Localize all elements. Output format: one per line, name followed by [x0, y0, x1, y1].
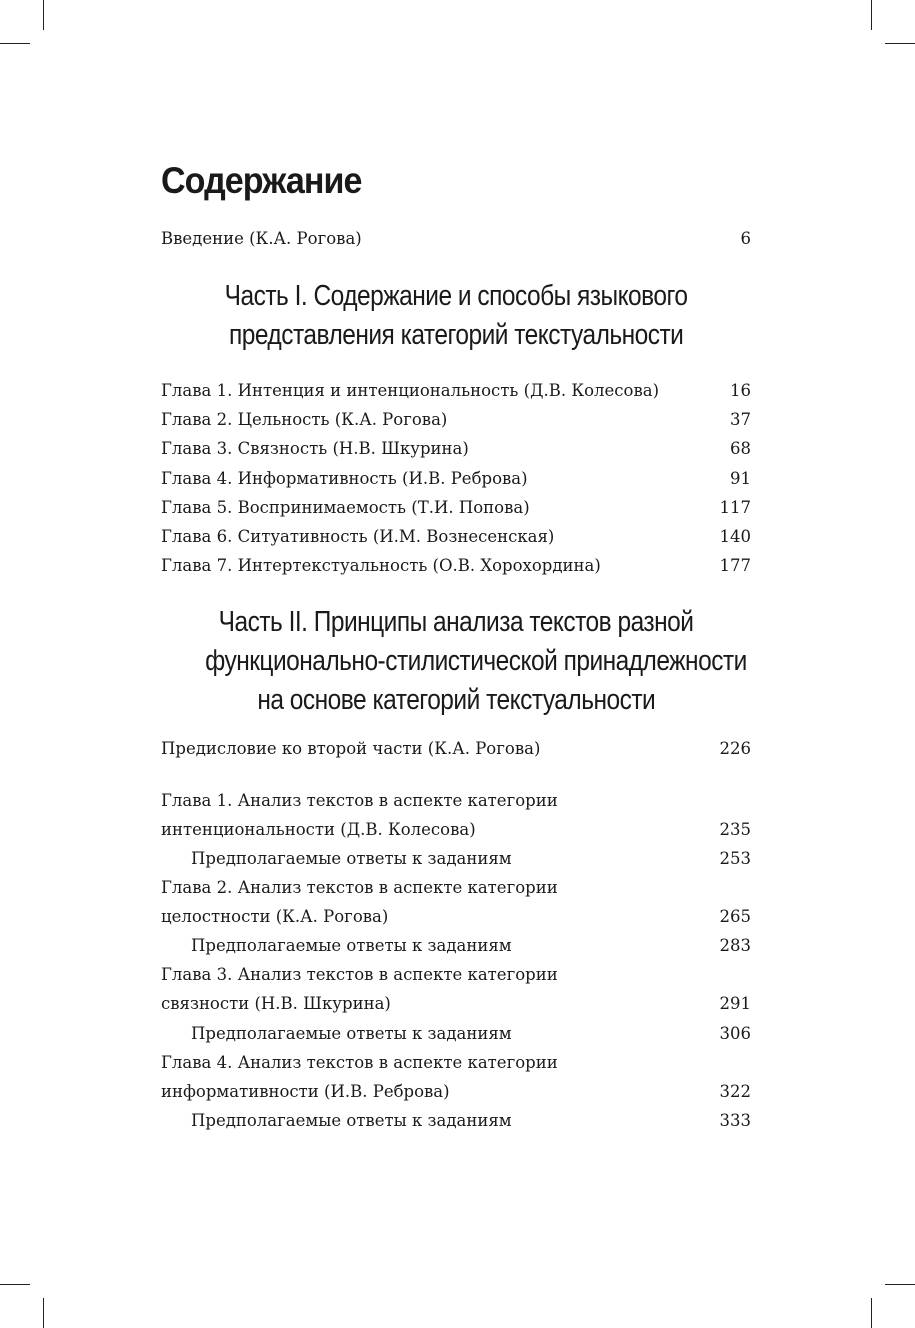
- toc-entry-page: 37: [730, 410, 751, 429]
- toc-entry-page: 6: [740, 229, 751, 248]
- toc-entry-page: 140: [719, 527, 751, 546]
- toc-entry-text: Предисловие ко второй части (К.А. Рогова): [161, 739, 541, 758]
- toc-entry-text: Предполагаемые ответы к заданиям: [191, 936, 512, 955]
- toc-entry[interactable]: [161, 526, 751, 548]
- toc-entry[interactable]: [161, 380, 751, 402]
- toc-entry-page: 333: [719, 1111, 751, 1130]
- part-2-title-line: на основе категорий текстуальности: [257, 684, 655, 716]
- toc-entry-page: 253: [719, 849, 751, 868]
- toc-entry-page: 117: [719, 498, 751, 517]
- toc-entry-text: Глава 1. Анализ текстов в аспекте категории: [161, 791, 558, 810]
- toc-entry-intro[interactable]: [161, 228, 751, 250]
- toc-entry-text: Глава 7. Интертекстуальность (О.В. Хорохордина): [161, 556, 601, 575]
- part-1-title: [161, 277, 751, 355]
- crop-mark: [43, 0, 44, 30]
- toc-entry-page: 16: [730, 381, 751, 400]
- toc-entry-text: Предполагаемые ответы к заданиям: [191, 849, 512, 868]
- toc-subentry[interactable]: [161, 1023, 751, 1045]
- toc-entry-line[interactable]: [161, 790, 751, 812]
- toc-entry-page: 283: [719, 936, 751, 955]
- part-2-title: [161, 603, 751, 720]
- toc-subentry[interactable]: [161, 935, 751, 957]
- toc-entry-line[interactable]: [161, 877, 751, 899]
- toc-entry-page: 91: [730, 469, 751, 488]
- crop-mark: [0, 43, 30, 44]
- toc-entry-text: Глава 6. Ситуативность (И.М. Вознесенская): [161, 527, 555, 546]
- toc-entry-text: Глава 4. Информативность (И.В. Реброва): [161, 469, 528, 488]
- toc-entry-line[interactable]: [161, 1052, 751, 1074]
- toc-entry-line[interactable]: [161, 964, 751, 986]
- toc-entry-text: Глава 5. Воспринимаемость (Т.И. Попова): [161, 498, 530, 517]
- toc-entry[interactable]: [161, 1081, 751, 1103]
- toc-entry[interactable]: [161, 497, 751, 519]
- toc-entry-page: 68: [730, 439, 751, 458]
- crop-mark: [885, 1284, 915, 1285]
- crop-mark: [43, 1298, 44, 1328]
- toc-entry-text: Глава 3. Связность (Н.В. Шкурина): [161, 439, 469, 458]
- toc-entry[interactable]: [161, 906, 751, 928]
- toc-entry-text: Предполагаемые ответы к заданиям: [191, 1111, 512, 1130]
- toc-entry-text: Глава 2. Анализ текстов в аспекте категории: [161, 878, 558, 897]
- toc-entry-page: 291: [719, 994, 751, 1013]
- toc-entry[interactable]: [161, 993, 751, 1015]
- toc-entry-text: Введение (К.А. Рогова): [161, 229, 362, 248]
- toc-entry-text: интенциональности (Д.В. Колесова): [161, 820, 476, 839]
- crop-mark: [871, 0, 872, 30]
- crop-mark: [0, 1284, 30, 1285]
- toc-entry[interactable]: [161, 819, 751, 841]
- part-2-title-line: функционально-стилистической принадлежности: [205, 645, 747, 677]
- toc-entry-preface[interactable]: [161, 738, 751, 760]
- toc-entry-page: 322: [719, 1082, 751, 1101]
- part-1-title-line: представления категорий текстуальности: [228, 319, 684, 351]
- toc-entry-page: 235: [719, 820, 751, 839]
- toc-subentry[interactable]: [161, 1110, 751, 1132]
- toc-entry[interactable]: [161, 438, 751, 460]
- toc-entry-text: связности (Н.В. Шкурина): [161, 994, 391, 1013]
- toc-entry-page: 306: [719, 1024, 751, 1043]
- toc-entry[interactable]: [161, 468, 751, 490]
- toc-entry-text: Глава 3. Анализ текстов в аспекте категории: [161, 965, 558, 984]
- page-title: Содержание: [161, 160, 362, 201]
- toc-entry-page: 265: [719, 907, 751, 926]
- crop-mark: [885, 43, 915, 44]
- toc-entry-text: Предполагаемые ответы к заданиям: [191, 1024, 512, 1043]
- toc-entry-text: Глава 4. Анализ текстов в аспекте категории: [161, 1053, 558, 1072]
- toc-entry-page: 177: [719, 556, 751, 575]
- part-1-title-line: Часть I. Содержание и способы языкового: [224, 280, 688, 312]
- crop-mark: [871, 1298, 872, 1328]
- toc-entry-page: 226: [719, 739, 751, 758]
- toc-entry[interactable]: [161, 409, 751, 431]
- toc-entry-text: Глава 1. Интенция и интенциональность (Д.В. Колесова): [161, 381, 660, 400]
- part-2-title-line: Часть II. Принципы анализа текстов разной: [218, 606, 694, 638]
- toc-entry-text: целостности (К.А. Рогова): [161, 907, 389, 926]
- toc-subentry[interactable]: [161, 848, 751, 870]
- toc-entry-text: информативности (И.В. Реброва): [161, 1082, 450, 1101]
- toc-entry-text: Глава 2. Цельность (К.А. Рогова): [161, 410, 448, 429]
- toc-entry[interactable]: [161, 555, 751, 577]
